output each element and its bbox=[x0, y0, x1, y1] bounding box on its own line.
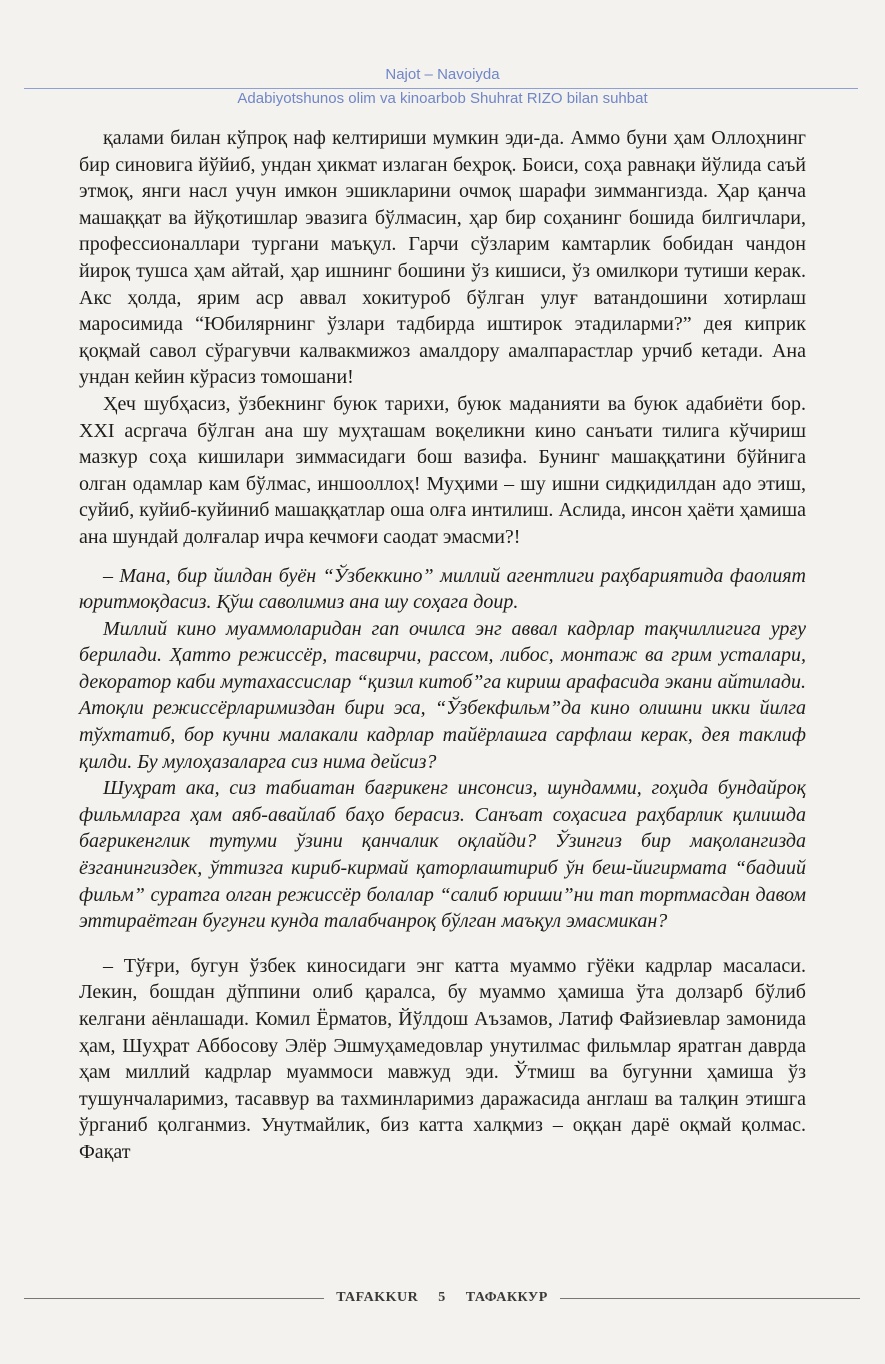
page-number: 5 bbox=[438, 1290, 446, 1305]
article-body bbox=[79, 125, 806, 1166]
running-header-title: Najot – Navoiyda bbox=[385, 66, 500, 83]
question-paragraph-1: – Мана, бир йилдан буён “Ўзбеккино” миллий агентлиги раҳбариятида фаолият юритмоқдасиз. Қўш саволимиз ана шу соҳага доир. bbox=[79, 564, 806, 614]
page-footer bbox=[24, 1290, 860, 1306]
footer-rule-left bbox=[24, 1298, 324, 1299]
running-header-subtitle: Adabiyotshunos olim va kinoarbob Shuhrat RIZO bilan suhbat bbox=[237, 90, 648, 107]
question-paragraph-2: Миллий кино муаммоларидан гап очилса энг аввал кадрлар тақчиллигига урғу берилади. Ҳатто режиссёр, тасвирчи, рассом, либос, монтаж ва грим усталари, декоратор каби мутахассислар “қизил китоб”га кириш арафасида экани айтилади. Атоқли режиссёрларимиздан бири эса, “Ўзбекфильм”да кино олишни икки йилга тўхтатиб, бор кучни малакали кадрлар тайёрлашга сарфлаш керак, дея таклиф қилди. Бу мулоҳазаларга сиз нима дейсиз? bbox=[79, 617, 806, 773]
paragraph-1: қалами билан кўпроқ наф келтириши мумкин эди-да. Аммо буни ҳам Оллоҳнинг бир синовига йўйиб, ундан ҳикмат излаган беҳроқ. Боиси, соҳа равнақи йўлида саъй этмоқ, янги насл учун имкон эшикларини очмоқ шарафи зиммангизда. Ҳар қанча машаққат ва йўқотишлар эвазига бўлмасин, ҳар бир соҳанинг бошида билгичлари, профессионаллари тургани маъқул. Гарчи сўзларим камтарлик бобидан чандон йироқ тушса ҳам айтай, ҳар ишнинг бошини ўз кишиси, ўз омилкори тутиши керак. Акс ҳолда, ярим аср аввал хокитуроб бўлган улуғ ватандошини хотирлаш маросимида “Юбилярнинг ўзлари тадбирда иштирок этадиларми?” дея киприк қоқмай савол сўрагувчи калвакмижоз амалдору амалпарастлар урчиб кетади. Ана ундан кейин кўрасиз томошани! bbox=[79, 127, 806, 389]
footer-journal-cyrillic: ТАФАККУР bbox=[465, 1290, 548, 1305]
answer-paragraph: – Тўғри, бугун ўзбек киносидаги энг катта муаммо гўёки кадрлар масаласи. Лекин, бошдан дўппини олиб қаралса, бу муаммо ҳамиша ўта долзарб бўлиб келгани аёнлашади. Комил Ёрматов, Йўлдош Аъзамов, Латиф Файзиевлар замонида ҳам, Шуҳрат Аббосову Элёр Эшмуҳамедовлар унутилмас фильмлар яратган даврда ҳам миллий кадрлар муаммоси мавжуд эди. Ўтмиш ва бугунни ҳамиша ўз тушунчаларимиз, тасаввур ва тахминларимиз даражасида англаш ва талқин этишга ўрганиб қолганмиз. Унутмайлик, биз катта халқмиз – оққан дарё оқмай қолмас. Фақат bbox=[79, 954, 806, 1163]
footer-journal-latin: TAFAKKUR bbox=[336, 1290, 419, 1305]
footer-rule-right bbox=[560, 1298, 860, 1299]
question-paragraph-3: Шуҳрат ака, сиз табиатан бағрикенг инсонсиз, шундамми, гоҳида бундайроқ фильмларга ҳам аяб-авайлаб баҳо берасиз. Санъат соҳасига раҳбарлик қилишда бағрикенглик тутуми ўзини қанчалик оқлайди? Ўзингиз бир мақолангизда ёзганингиздек, ўттизга кириб-кирмай қаторлаштириб ўн беш-йигирмата “бадиий фильм” суратга олган режиссёр болалар “салиб юриши”ни тап тортмасдан давом эттираётган бугунги кунда талабчанроқ бўлган маъқул эмасмикан? bbox=[79, 777, 806, 933]
header-divider bbox=[24, 88, 858, 89]
paragraph-2: Ҳеч шубҳасиз, ўзбекнинг буюк тарихи, буюк маданияти ва буюк адабиёти бор. XXI асргача бўлган ана шу муҳташам воқеликни кино санъати тилига кўчириш мазкур соҳа кишилари зиммасидаги бош вазифа. Бунинг машаққатини бўйнига олган одамлар кам бўлмас, иншооллоҳ! Муҳими – шу ишни сидқидилдан адо этиш, суйиб, куйиб-куйиниб машаққатлар оша олға интилиш. Аслида, инсон ҳаёти ҳамиша ана шундай долғалар ичра кечмоғи саодат эмасми?! bbox=[79, 392, 806, 548]
